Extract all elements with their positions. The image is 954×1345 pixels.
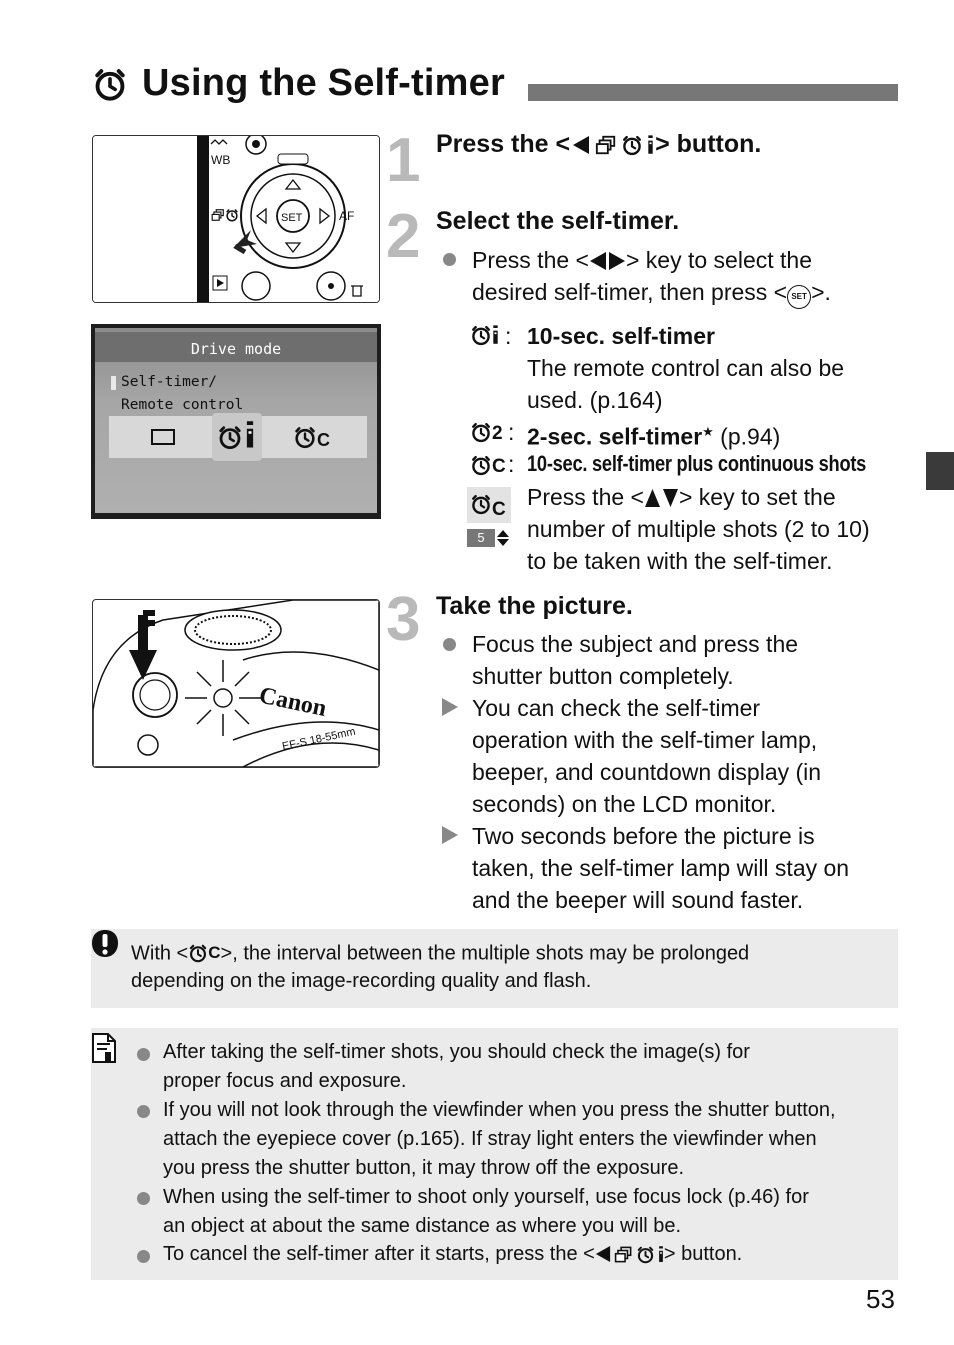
caution-sub: C [208, 943, 221, 962]
shots-indicator-sub: C [492, 499, 506, 520]
af-label: AF [339, 209, 355, 223]
text-fragment: To cancel the self-timer after it starts, press the < [163, 1243, 595, 1265]
star-icon: ★ [702, 424, 714, 439]
step-3-b1-line-2: shutter button completely. [472, 663, 734, 689]
option-colon: : [508, 451, 515, 477]
left-arrow-icon [595, 1245, 611, 1263]
text-fragment: desired self-timer, then press < [472, 279, 788, 305]
self-timer-icon [621, 134, 643, 156]
text-fragment: > key to select the [625, 247, 813, 273]
step-3-b2-line-3: beeper, and countdown display (in [472, 759, 822, 785]
option-continuous-line-2: number of multiple shots (2 to 10) [527, 516, 870, 542]
self-timer-icon [188, 943, 208, 963]
option-10sec-line-1: The remote control can also be [527, 355, 845, 381]
shots-indicator [467, 487, 511, 549]
lcd-cursor [111, 376, 116, 390]
bullet-dot [443, 638, 456, 651]
page-number: 53 [866, 1284, 895, 1314]
title-rule [528, 84, 898, 101]
left-arrow-icon [571, 135, 591, 155]
caution-line-2: depending on the image-recording quality and flash. [131, 970, 592, 992]
step-1-heading-post: > button. [655, 130, 762, 158]
option-2sec-sub: 2 [492, 423, 503, 444]
option-2sec-title: 2-sec. self-timer [527, 423, 703, 450]
step-1-heading [436, 130, 761, 159]
text-fragment: With < [131, 942, 189, 965]
right-arrow-icon [608, 251, 626, 271]
bullet-dot [137, 1192, 150, 1205]
self-timer-icon [470, 421, 492, 443]
note-2-line-2: attach the eyepiece cover (p.165). If stray light enters the viewfinder when [163, 1128, 817, 1150]
step-3-b3-line-1: Two seconds before the picture is [472, 823, 815, 849]
note-icon [91, 1032, 117, 1064]
text-fragment: >, the interval between the multiple shots may be prolonged [220, 942, 750, 965]
chapter-thumb-tab [926, 452, 954, 490]
lcd-line-2: Remote control [121, 397, 244, 413]
remote-icon [245, 420, 255, 450]
bullet-dot [137, 1048, 150, 1061]
step-3-b2-line-2: operation with the self-timer lamp, [472, 727, 818, 753]
step-3-b3-line-2: taken, the self-timer lamp will stay on [472, 855, 850, 881]
brand-logo: Canon [256, 682, 329, 723]
self-timer-icon[interactable] [217, 424, 243, 450]
step-2-line-2 [472, 276, 831, 309]
step-number-3: 3 [386, 585, 421, 654]
left-arrow-icon [589, 251, 607, 271]
wb-label: WB [211, 153, 231, 167]
remote-icon [492, 324, 499, 346]
shots-count: 5 [467, 529, 495, 547]
step-number-1: 1 [386, 126, 421, 195]
option-2sec-title-line [527, 416, 780, 453]
self-timer-icon [92, 66, 128, 102]
page-title-text: Using the Self-timer [142, 62, 505, 104]
self-timer-continuous-icon[interactable] [293, 425, 317, 449]
note-1-line-1: After taking the self-timer shots, you should check the image(s) for [163, 1041, 750, 1063]
self-timer-icon [470, 324, 492, 346]
option-10sec-line-2: used. (p.164) [527, 387, 663, 413]
text-fragment: Press the < [472, 247, 589, 273]
drive-mode-icon [614, 1245, 633, 1264]
lcd-title: Drive mode [95, 332, 377, 362]
text-fragment: >. [811, 279, 831, 305]
option-10sec-symbol [470, 324, 499, 351]
text-fragment: Press the < [527, 484, 644, 510]
down-arrow-icon [662, 488, 679, 508]
self-timer-icon [470, 454, 492, 476]
set-button-icon: SET [787, 285, 811, 309]
self-timer-icon [470, 493, 492, 515]
step-2-heading: Select the self-timer. [436, 207, 680, 235]
lcd-mode-selector[interactable] [109, 416, 367, 458]
caution-icon [91, 929, 119, 959]
camera-top-illustration [92, 599, 380, 768]
bullet-dot [443, 253, 456, 266]
option-continuous-symbol [470, 454, 506, 476]
camera-back-illustration [92, 135, 380, 303]
option-continuous-sub: C [492, 456, 506, 477]
self-timer-icon [636, 1245, 655, 1264]
step-number-2: 2 [386, 202, 421, 271]
bullet-dot [137, 1250, 150, 1263]
lcd-line-1: Self-timer/ [121, 374, 218, 390]
note-2-line-3: you press the shutter button, it may throw off the exposure. [163, 1157, 685, 1179]
lcd-drive-mode-screen [91, 324, 381, 519]
drive-mode-icon [595, 134, 617, 156]
note-3-line-1: When using the self-timer to shoot only yourself, use focus lock (p.46) for [163, 1186, 809, 1208]
up-arrow-icon [644, 488, 661, 508]
caution-box [91, 929, 898, 1008]
single-shot-icon[interactable] [151, 429, 175, 445]
option-continuous-line-1 [527, 481, 836, 513]
option-10sec-title: 10-sec. self-timer [527, 323, 715, 349]
result-arrow-icon [442, 698, 458, 716]
option-2sec-symbol [470, 421, 503, 443]
text-fragment: > button. [663, 1243, 743, 1265]
note-2-line-1: If you will not look through the viewfinder when you press the shutter button, [163, 1099, 836, 1121]
step-3-heading: Take the picture. [436, 592, 633, 620]
bullet-dot [137, 1105, 150, 1118]
option-2sec-ref: (p.94) [713, 423, 781, 450]
caution-line-1 [131, 938, 749, 969]
continuous-sub-label: C [317, 430, 330, 450]
step-3-b3-line-3: and the beeper will sound faster. [472, 887, 804, 913]
remote-icon [647, 134, 654, 156]
step-1-heading-pre: Press the < [436, 130, 571, 158]
result-arrow-icon [442, 826, 458, 844]
page-title [92, 62, 505, 105]
option-colon: : [508, 419, 515, 445]
step-3-b2-line-1: You can check the self-timer [472, 695, 761, 721]
note-1-line-2: proper focus and exposure. [163, 1070, 407, 1092]
text-fragment: > key to set the [678, 484, 836, 510]
note-3-line-2: an object at about the same distance as where you will be. [163, 1215, 682, 1237]
option-colon: : [505, 323, 512, 349]
step-3-b1-line-1: Focus the subject and press the [472, 631, 799, 657]
option-continuous-line-3: to be taken with the self-timer. [527, 548, 833, 574]
note-4-line [163, 1240, 742, 1269]
step-2-line-1 [472, 244, 812, 276]
step-3-b2-line-4: seconds) on the LCD monitor. [472, 791, 777, 817]
notes-box [91, 1028, 898, 1280]
up-down-arrow-icon [496, 529, 510, 547]
option-continuous-title: 10-sec. self-timer plus continuous shots [527, 451, 867, 476]
set-label: SET [281, 212, 303, 224]
lens-label: EF-S 18-55mm [281, 725, 357, 753]
